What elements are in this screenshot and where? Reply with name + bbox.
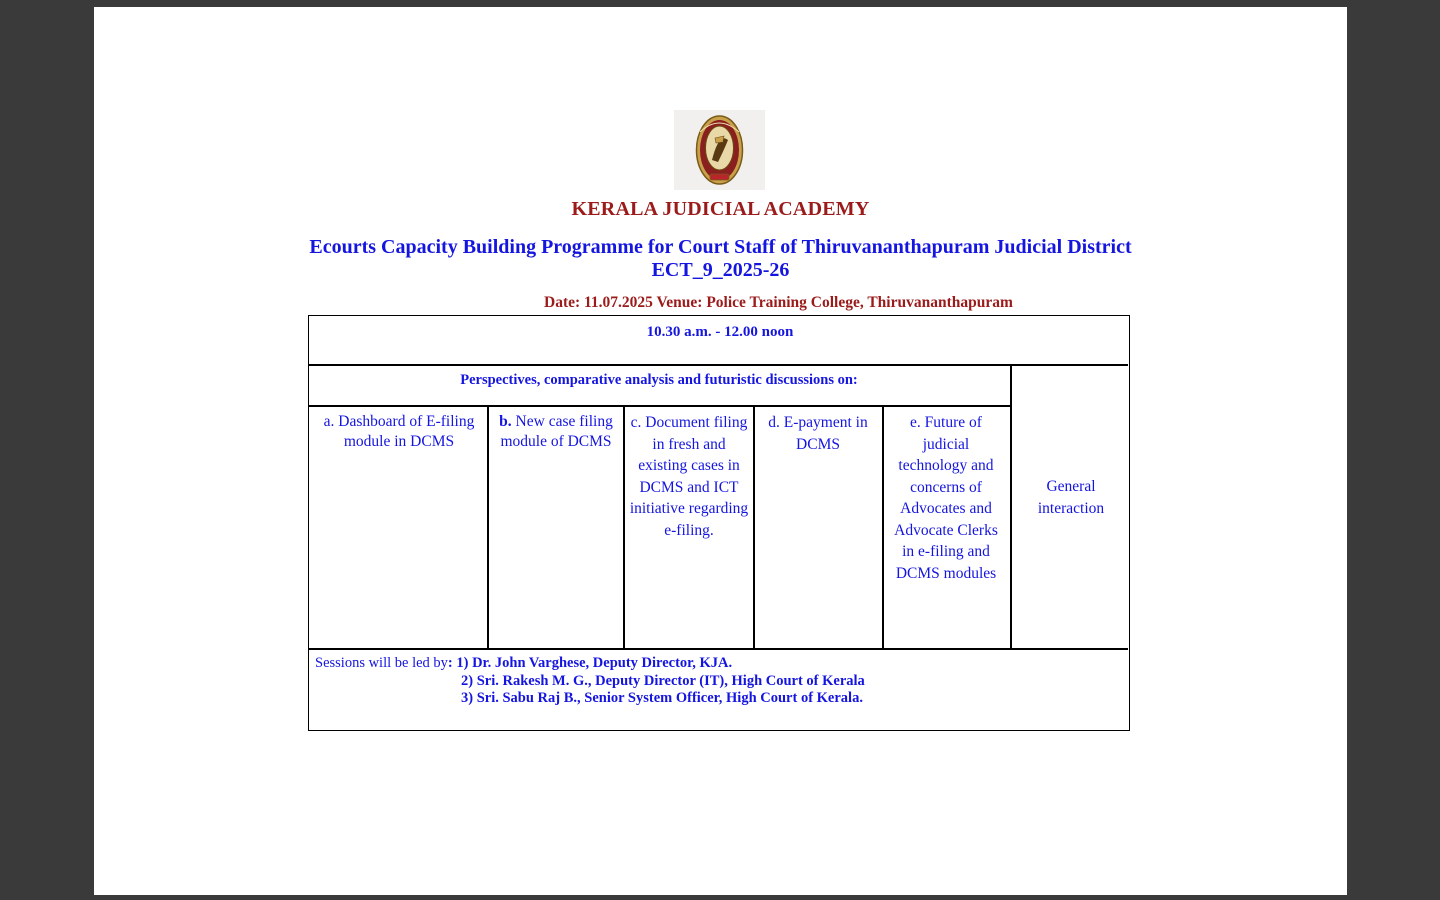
topic-b: [496, 412, 616, 452]
academy-emblem-icon: [674, 110, 765, 190]
row-divider: [309, 364, 1128, 366]
topic-b-text: New case filing module of DCMS: [500, 413, 613, 450]
row-divider: [309, 648, 1128, 650]
programme-code: ECT_9_2025-26: [651, 259, 790, 281]
column-divider: [487, 405, 489, 648]
topic-e: e. Future of judicial technology and concerns of Advocates and Advocate Clerks in e-filing and DCMS modules: [894, 414, 998, 582]
topic-b-prefix: b.: [499, 413, 512, 430]
column-divider: [1010, 364, 1012, 648]
topic-d: d. E-payment in DCMS: [768, 414, 868, 453]
session-leaders: [315, 655, 865, 708]
programme-title-block: [94, 236, 1347, 282]
column-divider: [623, 405, 625, 648]
academy-title: KERALA JUDICIAL ACADEMY: [571, 198, 870, 220]
topic-a: a. Dashboard of E-filing module in DCMS: [323, 413, 475, 450]
column-divider: [753, 405, 755, 648]
leaders-prefix: Sessions will be led by: [315, 655, 448, 671]
leader-3: 3) Sri. Sabu Raj B., Senior System Officer, High Court of Kerala.: [461, 690, 863, 706]
session-time: 10.30 a.m. - 12.00 noon: [646, 324, 794, 340]
leader-2: 2) Sri. Rakesh M. G., Deputy Director (IT), High Court of Kerala: [461, 672, 865, 689]
document-page: [94, 7, 1347, 895]
programme-title: Ecourts Capacity Building Programme for Court Staff of Thiruvananthapuram Judicial District: [309, 236, 1132, 258]
topic-c: c. Document filing in fresh and existing cases in DCMS and ICT initiative regarding e-filing.: [629, 414, 749, 539]
schedule-table: [308, 315, 1130, 731]
column-divider: [882, 405, 884, 648]
general-interaction: General interaction: [1037, 478, 1105, 517]
leader-1: : 1) Dr. John Varghese, Deputy Director, KJA.: [447, 655, 733, 671]
perspectives-heading: Perspectives, comparative analysis and futuristic discussions on:: [460, 372, 858, 388]
row-divider: [309, 405, 1010, 407]
date-venue-line: Date: 11.07.2025 Venue: Police Training College, Thiruvananthapuram: [544, 294, 1013, 311]
